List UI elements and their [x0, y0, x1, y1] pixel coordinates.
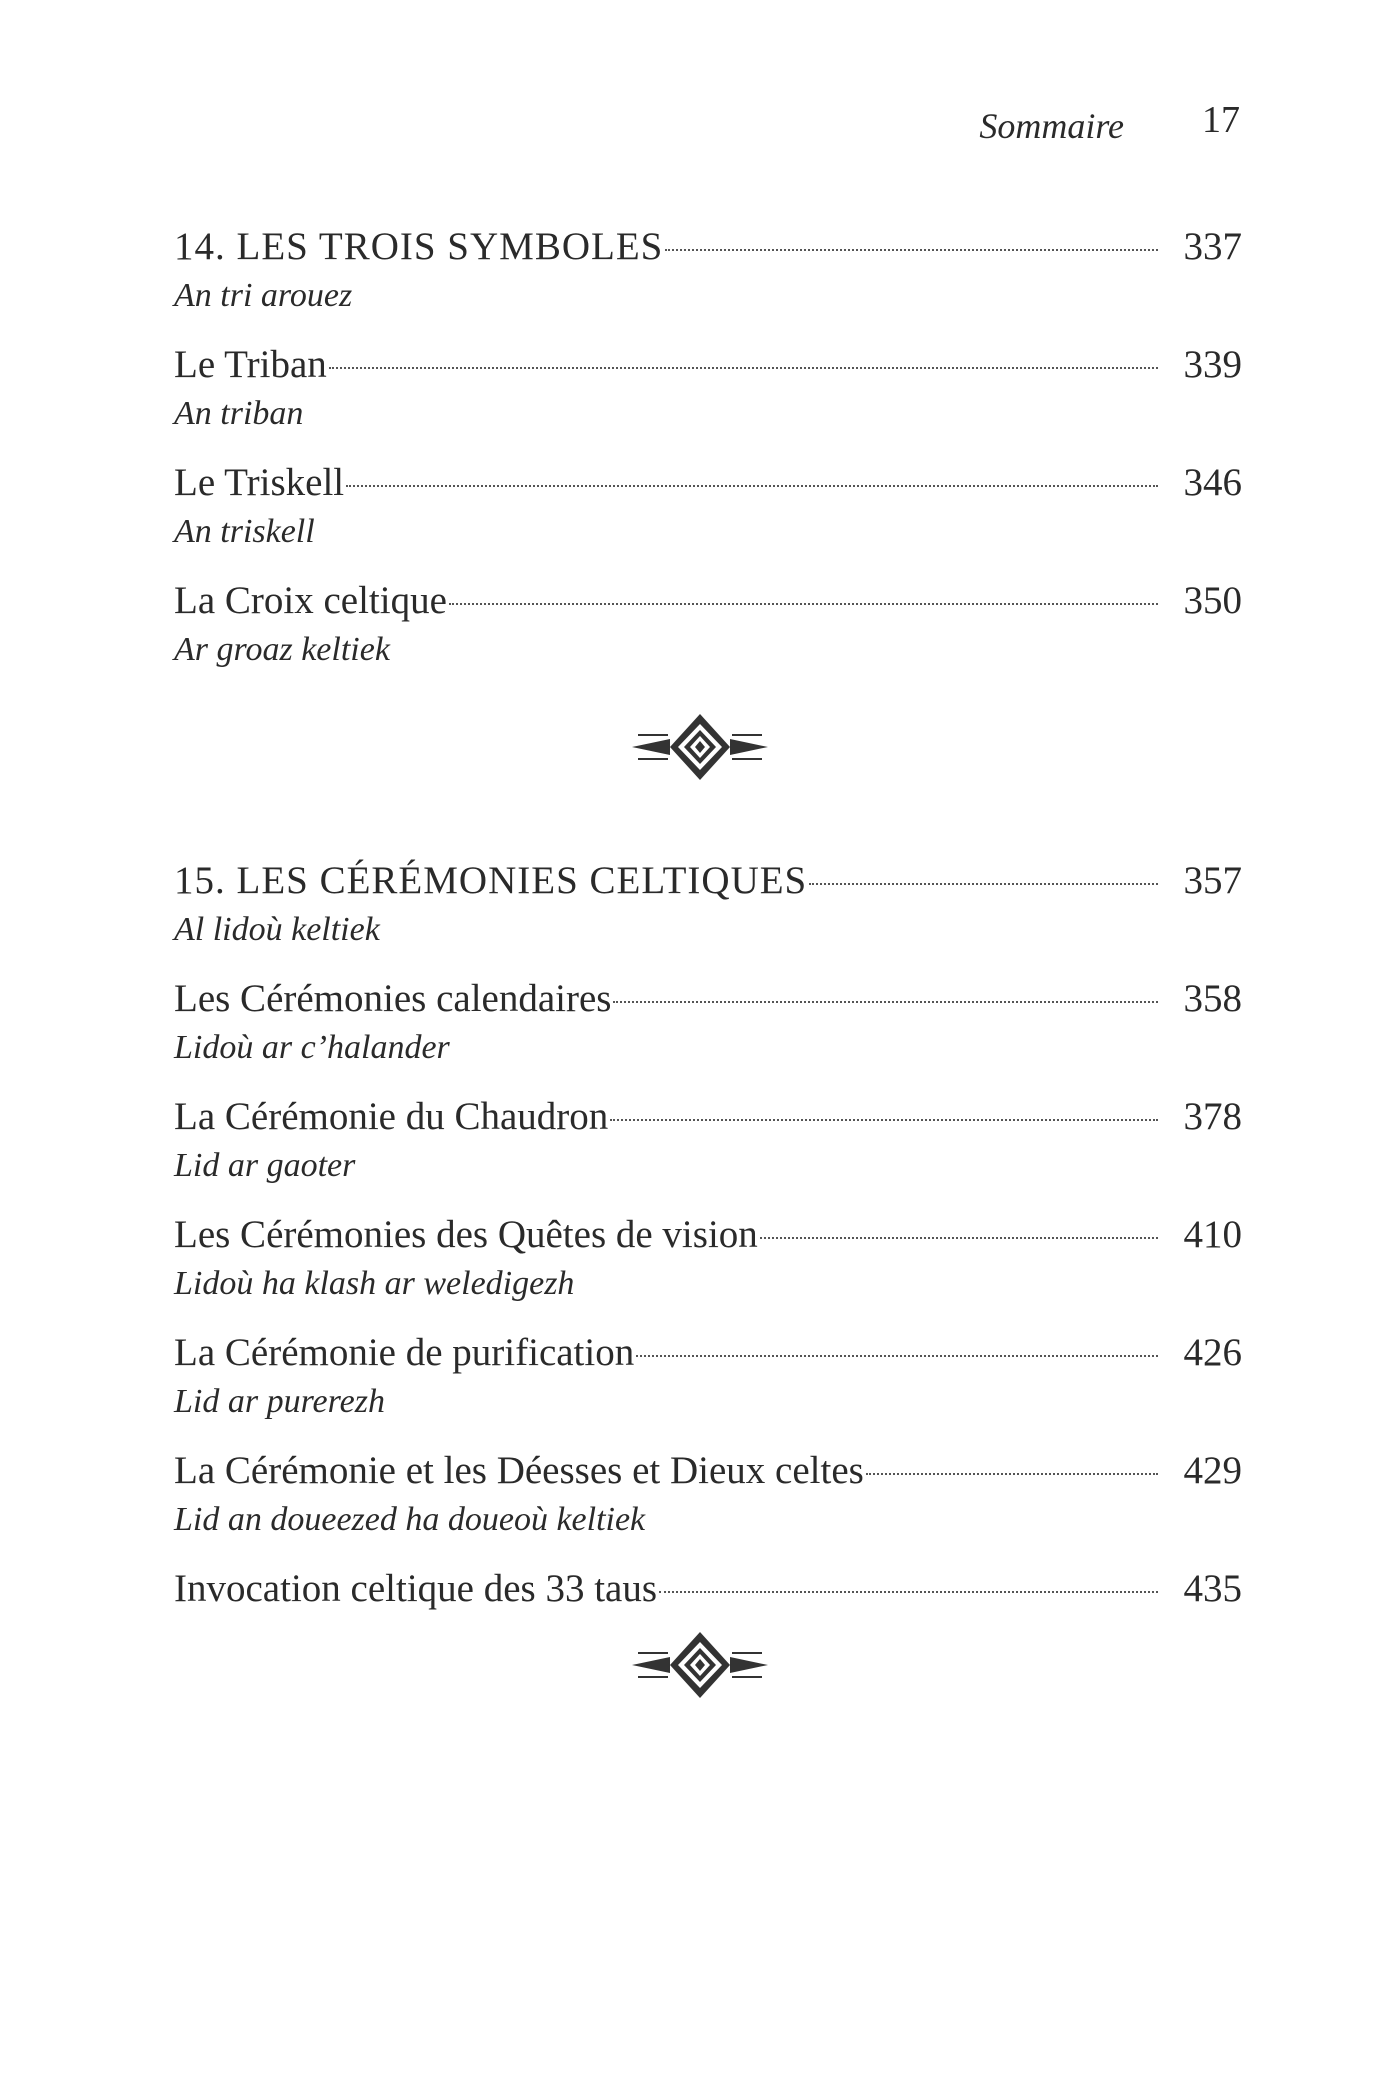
toc-section-15 — [174, 856, 1242, 1636]
toc-entry-title: La Cérémonie de purification — [174, 1331, 635, 1374]
toc-entry-subtitle: An triban — [174, 395, 304, 432]
dot-leader — [449, 603, 1158, 605]
dot-leader — [610, 1119, 1158, 1121]
toc-entry[interactable] — [174, 1210, 1242, 1306]
toc-entry-page: 350 — [1183, 579, 1242, 622]
toc-entry-page: 410 — [1183, 1213, 1242, 1256]
dot-leader — [866, 1473, 1158, 1475]
page-number: 17 — [1202, 99, 1240, 141]
toc-entry-subtitle: Lid ar gaoter — [174, 1147, 356, 1184]
toc-entry-title: La Croix celtique — [174, 579, 447, 622]
toc-entry[interactable] — [174, 340, 1242, 436]
dot-leader — [760, 1237, 1158, 1239]
toc-entry-page: 339 — [1183, 343, 1242, 386]
running-title: Sommaire — [979, 106, 1124, 146]
toc-entry[interactable] — [174, 576, 1242, 672]
toc-entry-title: Le Triskell — [174, 461, 345, 504]
toc-entry[interactable] — [174, 1564, 1242, 1614]
dot-leader — [665, 249, 1158, 251]
toc-entry-title: Les Cérémonies des Quêtes de vision — [174, 1213, 758, 1256]
toc-section-14 — [174, 222, 1242, 694]
toc-entry-page: 357 — [1183, 859, 1242, 902]
toc-entry[interactable] — [174, 856, 1242, 952]
toc-entry-subtitle: Lid ar purerezh — [174, 1383, 385, 1420]
toc-entry-subtitle: An tri arouez — [174, 277, 353, 314]
dot-leader — [809, 883, 1158, 885]
toc-entry[interactable] — [174, 222, 1242, 318]
toc-entry-subtitle: An triskell — [174, 513, 315, 550]
toc-entry[interactable] — [174, 1446, 1242, 1542]
toc-entry-page: 435 — [1183, 1567, 1242, 1610]
toc-entry-page: 337 — [1183, 225, 1242, 268]
toc-entry-page: 426 — [1183, 1331, 1242, 1374]
toc-entry-title: Le Triban — [174, 343, 327, 386]
toc-entry-page: 429 — [1183, 1449, 1242, 1492]
toc-entry-page: 346 — [1183, 461, 1242, 504]
dot-leader — [636, 1355, 1158, 1357]
toc-entry-page: 378 — [1183, 1095, 1242, 1138]
diamond-ornament-icon — [630, 712, 770, 782]
toc-entry-title: La Cérémonie et les Déesses et Dieux celtes — [174, 1449, 864, 1492]
dot-leader — [613, 1001, 1158, 1003]
toc-entry[interactable] — [174, 1328, 1242, 1424]
dot-leader — [329, 367, 1158, 369]
toc-entry-subtitle: Lidoù ar c’halander — [174, 1029, 450, 1066]
toc-entry-page: 358 — [1183, 977, 1242, 1020]
toc-entry-title: 14. LES TROIS SYMBOLES — [174, 225, 664, 268]
toc-entry-subtitle: Lid an doueezed ha doueoù keltiek — [174, 1501, 646, 1538]
toc-entry-subtitle: Al lidoù keltiek — [174, 911, 380, 948]
toc-entry[interactable] — [174, 458, 1242, 554]
toc-entry-subtitle: Ar groaz keltiek — [174, 631, 390, 668]
toc-entry-title: 15. LES CÉRÉMONIES CELTIQUES — [174, 859, 808, 902]
toc-entry[interactable] — [174, 974, 1242, 1070]
toc-entry-title: La Cérémonie du Chaudron — [174, 1095, 609, 1138]
running-head — [979, 99, 1240, 148]
diamond-ornament-icon — [630, 1630, 770, 1700]
dot-leader — [346, 485, 1158, 487]
dot-leader — [659, 1591, 1158, 1593]
toc-entry-title: Invocation celtique des 33 taus — [174, 1567, 658, 1610]
toc-entry[interactable] — [174, 1092, 1242, 1188]
toc-entry-subtitle: Lidoù ha klash ar weledigezh — [174, 1265, 575, 1302]
toc-entry-title: Les Cérémonies calendaires — [174, 977, 612, 1020]
